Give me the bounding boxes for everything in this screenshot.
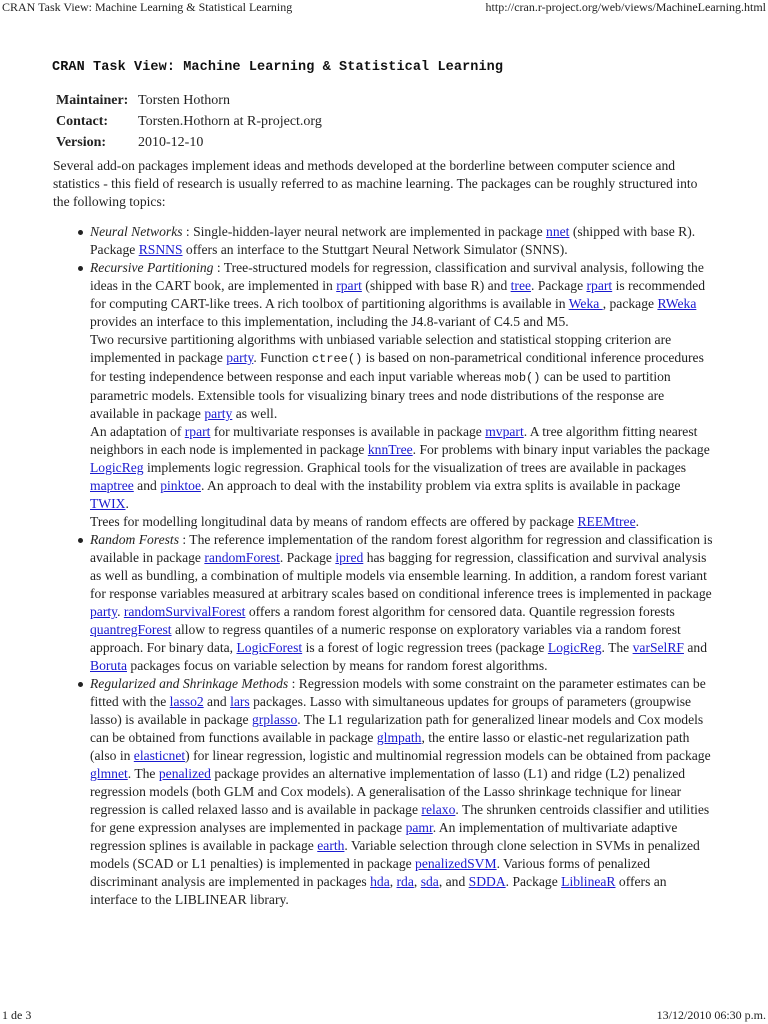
text-run: : Tree-structured models for regression, classification and survival analysis, following the ideas in the CART book, are implemented in bbox=[90, 260, 704, 293]
text-run: is a forest of logic regression trees (package bbox=[302, 640, 548, 655]
package-link[interactable]: RSNNS bbox=[138, 242, 183, 257]
text-run: . bbox=[635, 514, 640, 529]
package-link[interactable]: maptree bbox=[90, 478, 134, 493]
topic-paragraph bbox=[90, 331, 713, 423]
package-link[interactable]: pamr bbox=[405, 820, 433, 835]
package-link[interactable]: penalized bbox=[158, 766, 211, 781]
text-run: . An approach to deal with the instability problem via extra splits is available in package bbox=[201, 478, 681, 493]
topic-paragraph bbox=[90, 513, 713, 531]
package-link[interactable]: penalizedSVM bbox=[415, 856, 497, 871]
maintainer-row bbox=[56, 93, 322, 114]
package-link[interactable]: LogicReg bbox=[90, 460, 144, 475]
text-run: : Regression models with some constraint on the parameter estimates can be fitted with the bbox=[90, 676, 706, 709]
package-link[interactable]: rpart bbox=[586, 278, 613, 293]
text-run: offers a random forest algorithm for censored data. Quantile regression forests bbox=[245, 604, 675, 619]
text-run: (shipped with base R). Package bbox=[90, 224, 696, 257]
text-run: and bbox=[203, 694, 231, 709]
text-run: . Variable selection through clone selection in SVMs in penalized models (SCAD or L1 penalties) is implemented in package bbox=[90, 838, 700, 871]
text-run: Trees for modelling longitudinal data by means of random effects are offered by package bbox=[90, 514, 578, 529]
package-link[interactable]: glmpath bbox=[376, 730, 422, 745]
package-link[interactable]: knnTree bbox=[367, 442, 413, 457]
topic-regularized-methods bbox=[90, 675, 713, 909]
text-run: . The bbox=[601, 640, 633, 655]
topic-paragraph bbox=[90, 259, 713, 331]
text-run: . Various forms of penalized discriminant analysis are implemented in packages bbox=[90, 856, 650, 889]
package-link[interactable]: elasticnet bbox=[133, 748, 186, 763]
package-link[interactable]: Weka bbox=[568, 296, 603, 311]
topic-random-forests-text bbox=[90, 531, 713, 675]
topic-paragraph bbox=[90, 423, 713, 513]
topic-name: Recursive Partitioning bbox=[90, 260, 214, 275]
contact-row bbox=[56, 114, 322, 135]
text-run: , the entire lasso or elastic-net regularization path (also in bbox=[90, 730, 690, 763]
package-link[interactable]: randomForest bbox=[204, 550, 280, 565]
package-link[interactable]: ipred bbox=[335, 550, 364, 565]
text-run: packages. Lasso with simultaneous updates for groups of parameters (groupwise lasso) is available in package bbox=[90, 694, 692, 727]
text-run: as well. bbox=[232, 406, 278, 421]
print-footer-datetime: 13/12/2010 06:30 p.m. bbox=[656, 1008, 766, 1022]
package-link[interactable]: party bbox=[226, 350, 254, 365]
package-link[interactable]: rpart bbox=[336, 278, 362, 293]
text-run: package provides an alternative implementation of lasso (L1) and ridge (L2) penalized regression models (both GLM and Cox models). A generalisation of the Lasso shrinkage technique for linear regression is called relaxed lasso and is available in package bbox=[90, 766, 686, 817]
contact-label: Contact: bbox=[56, 114, 109, 129]
text-run: is based on non-parametrical conditional inference procedures for testing independence between response and each input variable whereas bbox=[90, 350, 704, 384]
text-run: is recommended for computing CART-like trees. A rich toolbox of partitioning algorithms is available in bbox=[90, 278, 706, 311]
text-run: and bbox=[133, 478, 161, 493]
print-header-url: http://cran.r-project.org/web/views/MachineLearning.html bbox=[485, 0, 766, 14]
page-title: CRAN Task View: Machine Learning & Statistical Learning bbox=[52, 60, 504, 75]
package-link[interactable]: mvpart bbox=[485, 424, 524, 439]
maintainer-label: Maintainer: bbox=[56, 93, 129, 108]
text-run: . bbox=[117, 604, 124, 619]
text-run: , bbox=[389, 874, 397, 889]
package-link[interactable]: party bbox=[90, 604, 118, 619]
text-run: has bagging for regression, classification and survival analysis as well as bundling, a combination of multiple models via ensemble learning. In addition, a random forest variant for response variables measured at arbitrary scales based on conditional inference trees is implemented in package bbox=[90, 550, 712, 601]
function-code: ctree() bbox=[311, 352, 363, 366]
package-link[interactable]: pinktoe bbox=[160, 478, 201, 493]
intro-paragraph: Several add-on packages implement ideas and methods developed at the borderline between computer science and statistics - this field of research is usually referred to as machine learning. The packages can be roughly structured into the following topics: bbox=[53, 158, 698, 209]
text-run: for multivariate responses is available in package bbox=[210, 424, 486, 439]
package-link[interactable]: nnet bbox=[546, 224, 570, 239]
text-run: . For problems with binary input variables the package bbox=[412, 442, 710, 457]
text-run: . Package bbox=[279, 550, 336, 565]
text-run: . The bbox=[127, 766, 159, 781]
package-link[interactable]: rpart bbox=[184, 424, 211, 439]
package-link[interactable]: RWeka bbox=[657, 296, 697, 311]
topic-paragraph bbox=[90, 531, 713, 675]
text-run: provides an interface to this implementation, including the J4.8-variant of C4.5 and M5. bbox=[90, 314, 569, 329]
topic-neural-networks-text bbox=[90, 223, 713, 259]
text-run: allow to regress quantiles of a numeric response on exploratory variables via a random forest approach. For binary data, bbox=[90, 622, 681, 655]
package-link[interactable]: LiblineaR bbox=[561, 874, 616, 889]
package-link[interactable]: Boruta bbox=[90, 658, 127, 673]
topic-name: Regularized and Shrinkage Methods bbox=[90, 676, 289, 691]
topic-recursive-partitioning bbox=[90, 259, 713, 531]
text-run: . An implementation of multivariate adaptive regression splines is available in package bbox=[90, 820, 678, 853]
text-run: offers an interface to the Stuttgart Neural Network Simulator (SNNS). bbox=[182, 242, 568, 257]
text-run: (shipped with base R) and bbox=[361, 278, 511, 293]
text-run: packages focus on variable selection by means for random forest algorithms. bbox=[127, 658, 548, 673]
package-link[interactable]: lars bbox=[230, 694, 250, 709]
print-header-title: CRAN Task View: Machine Learning & Statistical Learning bbox=[2, 0, 293, 14]
content-body bbox=[53, 157, 713, 909]
version-label: Version: bbox=[56, 135, 107, 150]
text-run: and bbox=[683, 640, 707, 655]
print-footer-page: 1 de 3 bbox=[2, 1008, 32, 1022]
text-run: . Package bbox=[505, 874, 562, 889]
text-run: . Function bbox=[253, 350, 312, 365]
version-value: 2010-12-10 bbox=[138, 135, 204, 150]
package-link[interactable]: LogicReg bbox=[547, 640, 602, 655]
text-run: : The reference implementation of the random forest algorithm for regression and classification is available in package bbox=[90, 532, 713, 565]
package-link[interactable]: LogicForest bbox=[236, 640, 303, 655]
package-link[interactable]: SDDA bbox=[468, 874, 506, 889]
package-link[interactable]: varSelRF bbox=[632, 640, 684, 655]
package-link[interactable]: relaxo bbox=[421, 802, 456, 817]
topic-paragraph bbox=[90, 675, 713, 909]
text-run: implements logic regression. Graphical tools for the visualization of trees are available in packages bbox=[143, 460, 687, 475]
package-link[interactable]: lasso2 bbox=[169, 694, 204, 709]
function-code: mob() bbox=[504, 371, 541, 385]
package-link[interactable]: party bbox=[204, 406, 233, 421]
package-link[interactable]: randomSurvivalForest bbox=[123, 604, 246, 619]
text-run: , and bbox=[438, 874, 469, 889]
maintainer-value: Torsten Hothorn bbox=[138, 93, 230, 108]
package-link[interactable]: REEMtree bbox=[577, 514, 636, 529]
package-link[interactable]: quantregForest bbox=[90, 622, 172, 637]
text-run: . bbox=[125, 496, 129, 511]
topic-paragraph bbox=[90, 223, 713, 259]
version-row bbox=[56, 135, 322, 156]
text-run: . Package bbox=[531, 278, 587, 293]
package-link[interactable]: hda bbox=[370, 874, 390, 889]
text-run: offers an interface to the LIBLINEAR library. bbox=[90, 874, 667, 907]
text-run: . The L1 regularization path for generalized linear models and Cox models can be obtained from functions available in package bbox=[90, 712, 704, 745]
text-run: can be used to partition parametric models. Extensible tools for visualizing binary trees and node distributions of the response are available in package bbox=[90, 369, 671, 421]
text-run: , bbox=[413, 874, 421, 889]
metadata-table bbox=[56, 93, 322, 156]
package-link[interactable]: rda bbox=[396, 874, 414, 889]
topic-random-forests bbox=[90, 531, 713, 675]
text-run: . A tree algorithm fitting nearest neighbors in each node is implemented in package bbox=[90, 424, 698, 457]
package-link[interactable]: TWIX bbox=[90, 496, 126, 511]
text-run: . The shrunken centroids classifier and utilities for gene expression analyses are implemented in package bbox=[90, 802, 710, 835]
text-run: Two recursive partitioning algorithms with unbiased variable selection and statistical stopping criterion are implemented in package bbox=[90, 332, 672, 365]
topic-recursive-partitioning-text bbox=[90, 259, 713, 531]
topic-name: Neural Networks bbox=[90, 224, 183, 239]
topic-regularized-methods-text bbox=[90, 675, 713, 909]
text-run: ) for linear regression, logistic and multinomial regression models can be obtained from package bbox=[185, 748, 711, 763]
topic-name: Random Forests bbox=[90, 532, 179, 547]
package-link[interactable]: grplasso bbox=[251, 712, 298, 727]
contact-value: Torsten.Hothorn at R-project.org bbox=[138, 114, 322, 129]
package-link[interactable]: sda bbox=[420, 874, 439, 889]
text-run: , package bbox=[602, 296, 658, 311]
topic-neural-networks bbox=[90, 223, 713, 259]
text-run: An adaptation of bbox=[90, 424, 185, 439]
topic-list bbox=[53, 223, 713, 909]
package-link[interactable]: tree bbox=[510, 278, 532, 293]
package-link[interactable]: glmnet bbox=[90, 766, 128, 781]
text-run: : Single-hidden-layer neural network are implemented in package bbox=[182, 224, 547, 239]
package-link[interactable]: earth bbox=[317, 838, 345, 853]
